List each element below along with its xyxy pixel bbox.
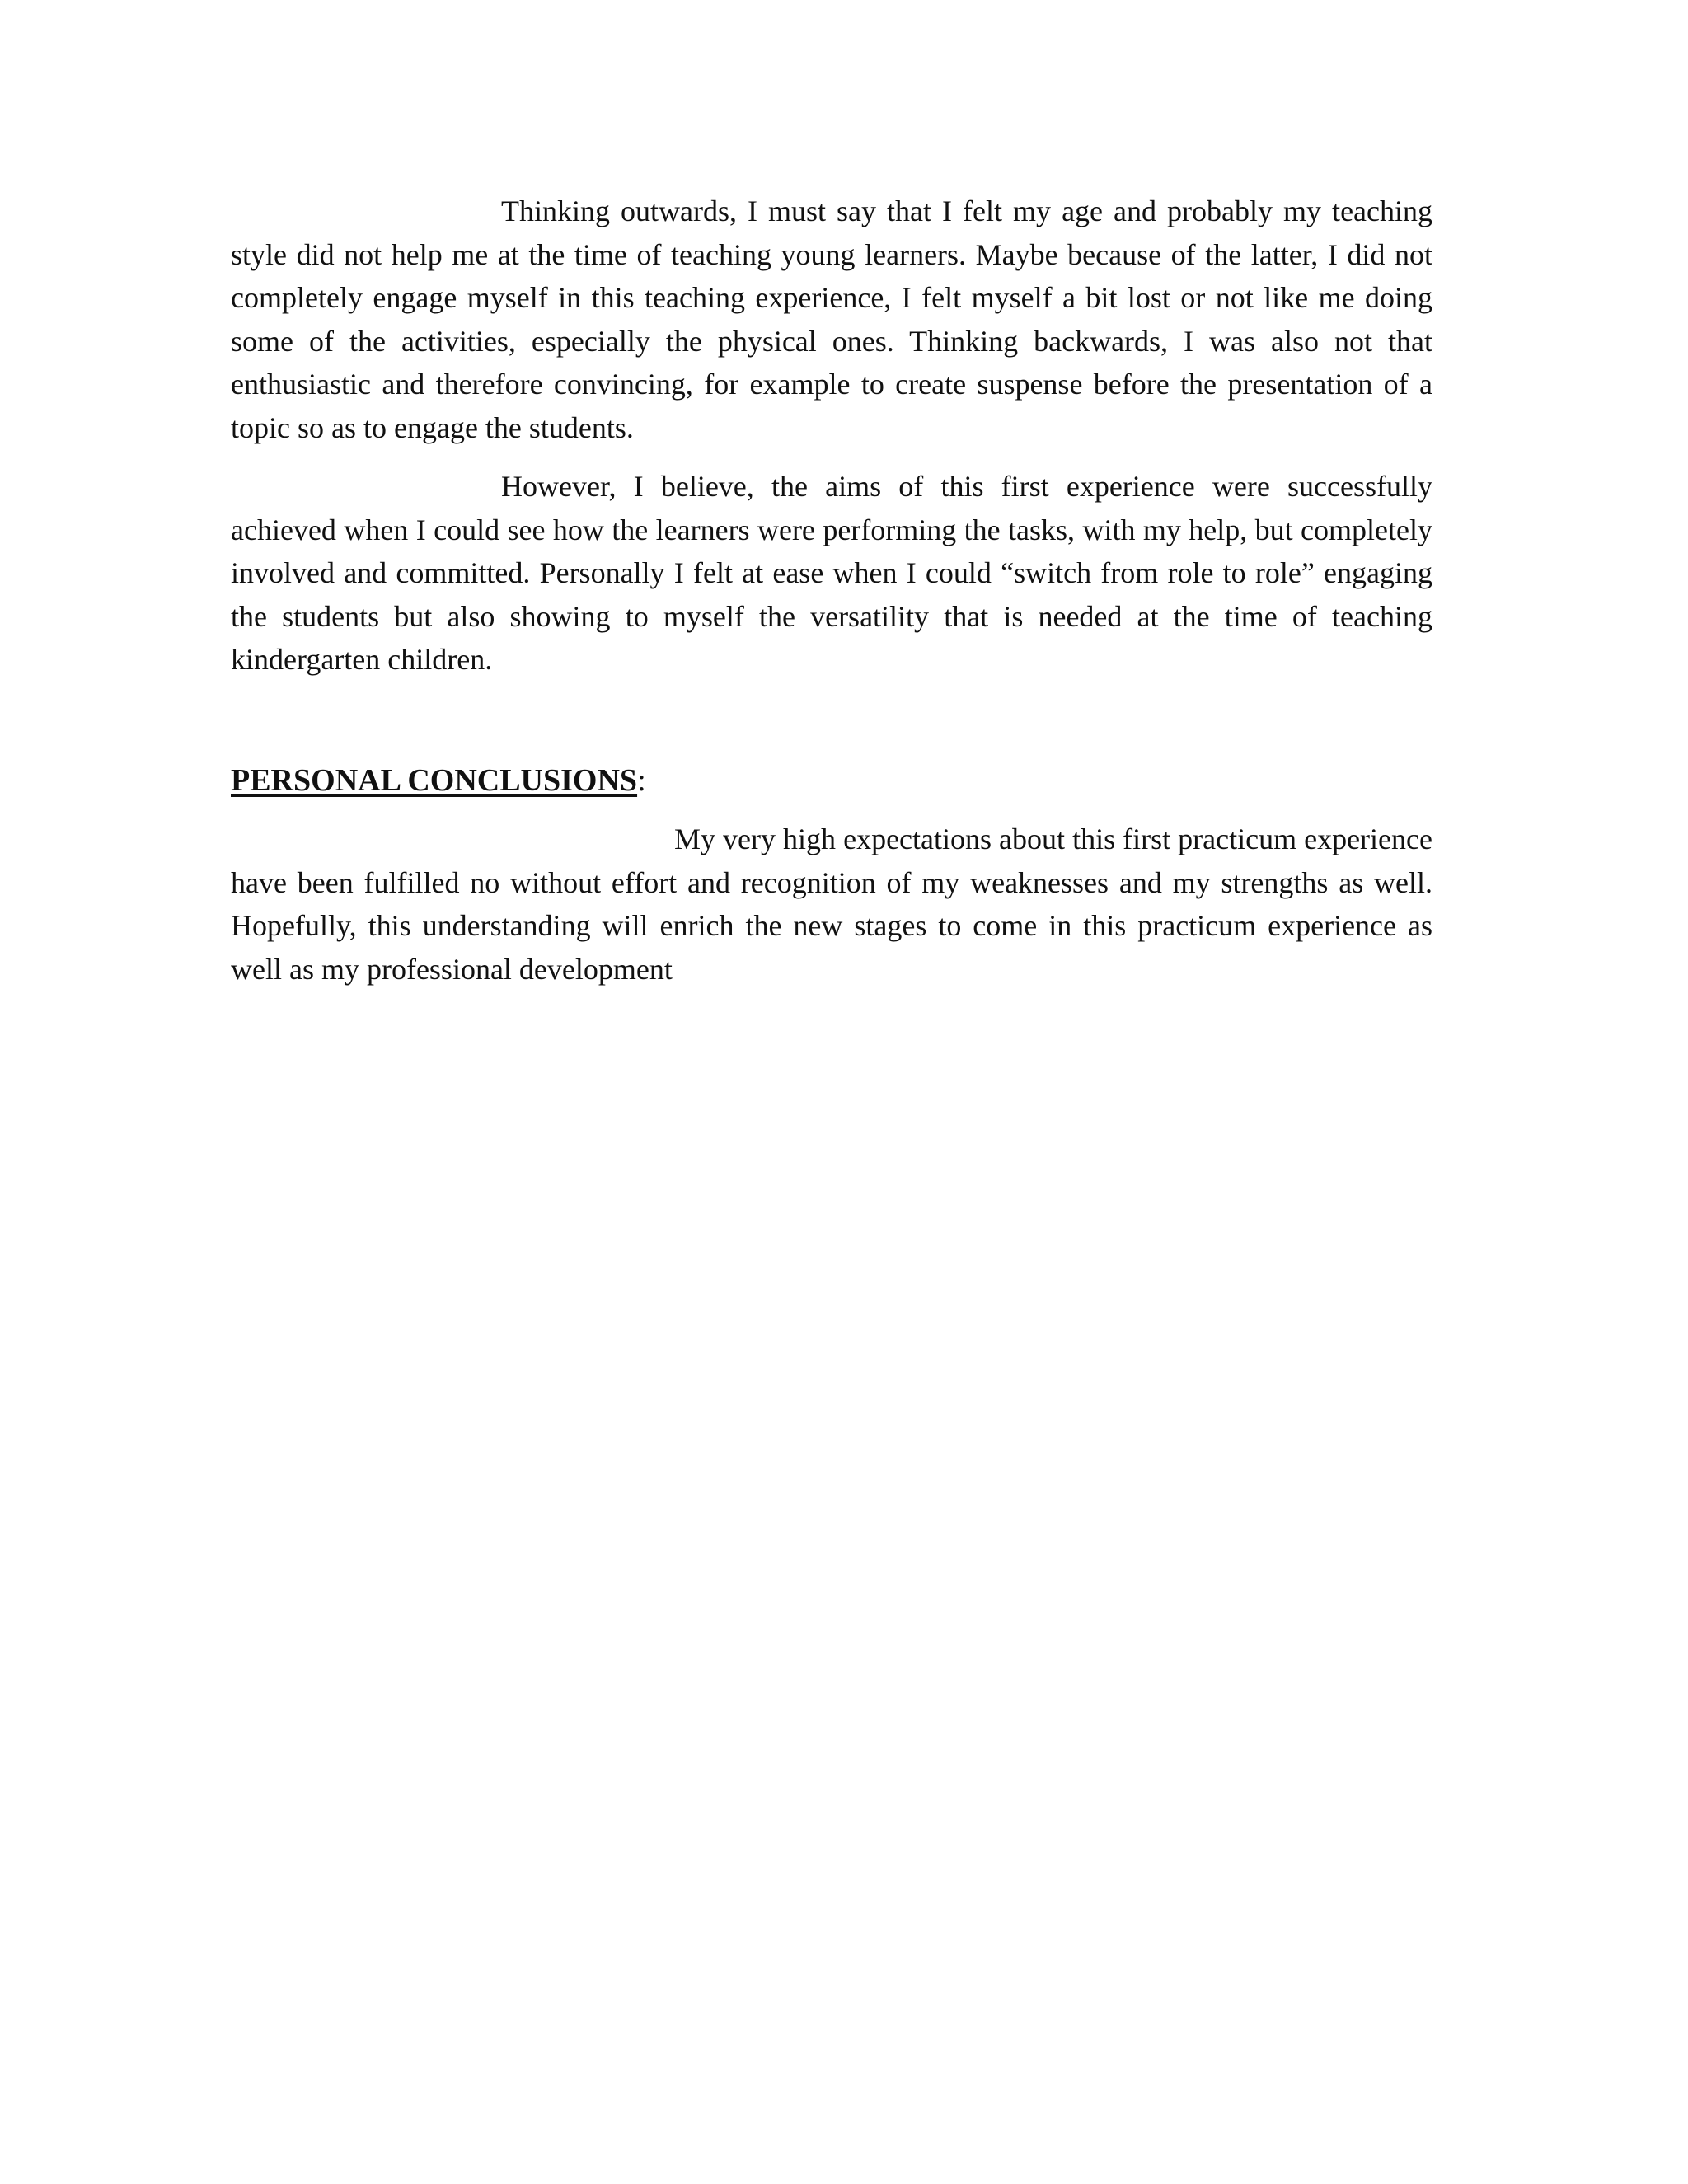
paragraph-thinking-outwards: Thinking outwards, I must say that I felt my age and probably my teaching style did not help me at the time of teaching young learners. Maybe because of the latter, I did not completely engage myself in this teaching experience, I felt myself a bit lost or not like me doing some of the activities, especially the physical ones. Thinking backwards, I was also not that enthusiastic and therefore convincing, for example to create suspense before the presentation of a topic so as to engage the students. bbox=[231, 194, 1432, 444]
conclusions-heading-colon: : bbox=[637, 763, 646, 798]
conclusions-heading-title: PERSONAL CONCLUSIONS bbox=[231, 763, 638, 798]
paragraph-personal-conclusions: My very high expectations about this first practicum experience have been fulfilled no without effort and recognition of my weaknesses and my strengths as well. Hopefully, this understanding will enrich the new stages to come in this practicum experience as well as my professional development bbox=[231, 823, 1432, 986]
paragraph-aims-achieved: However, I believe, the aims of this first experience were successfully achieved when I could see how the learners were performing the tasks, with my help, but completely involved and committed. Personally I felt at ease when I could “switch from role to role” engaging the students but also showing to myself the versatility that is needed at the time of teaching kindergarten children. bbox=[231, 470, 1432, 676]
conclusions-heading bbox=[231, 759, 646, 802]
